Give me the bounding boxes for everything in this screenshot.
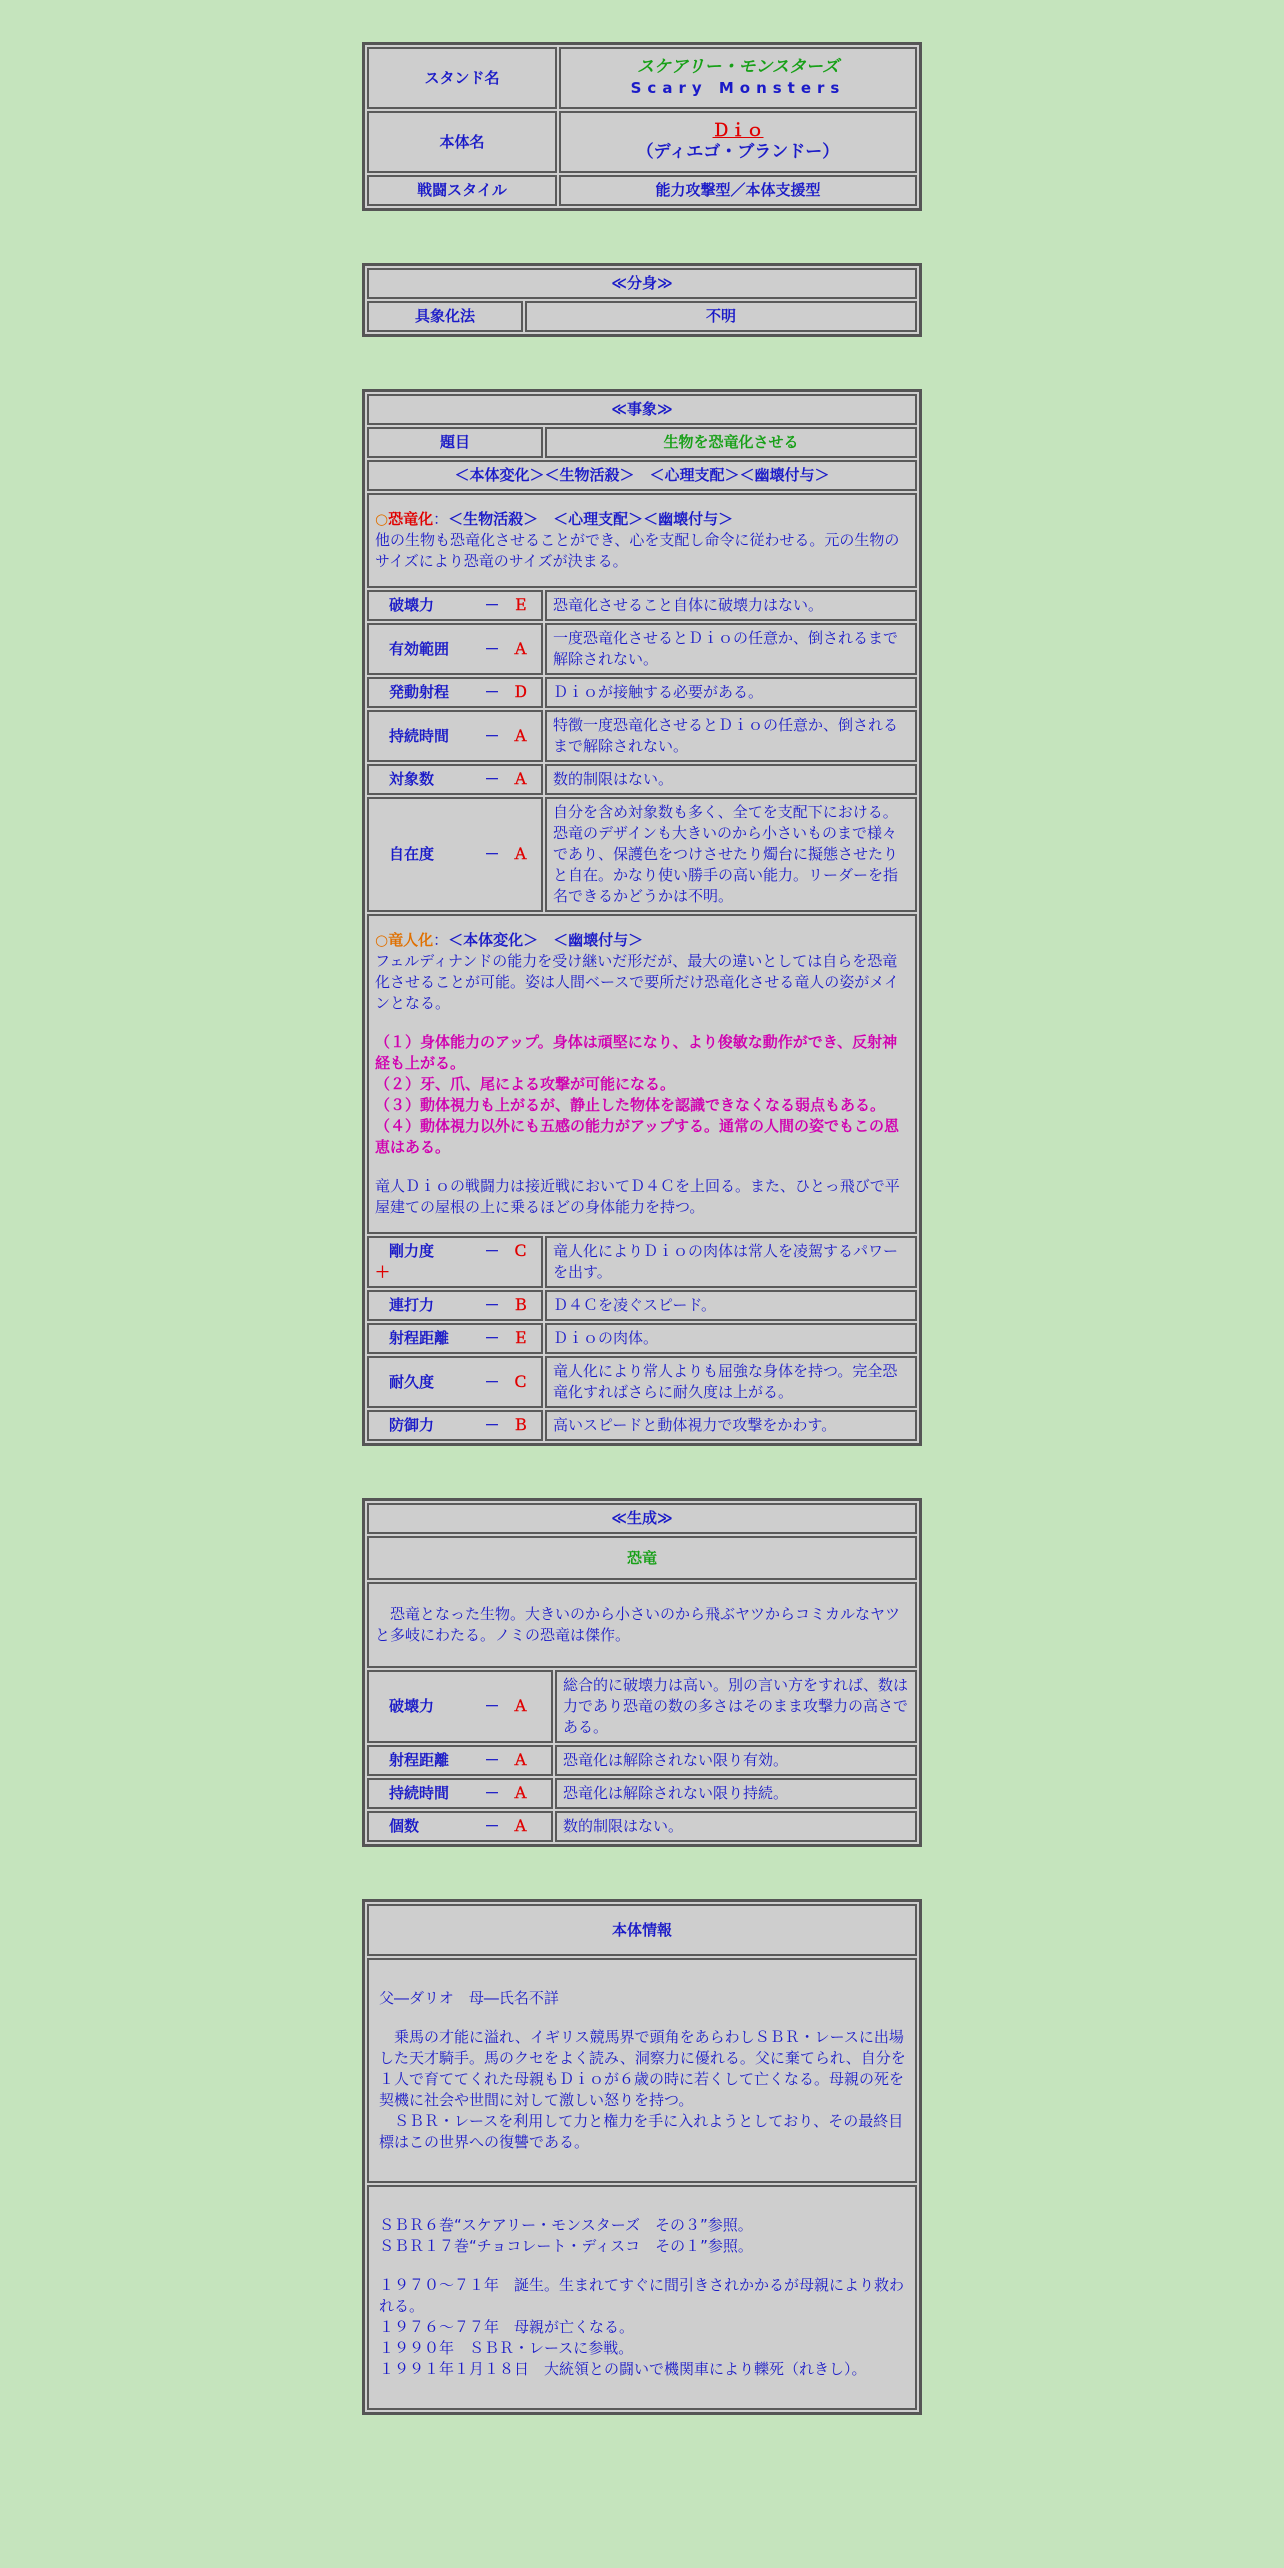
kyoryuka-mark: ○: [375, 510, 389, 528]
ryujinka-point-3: （３）動体視力も上がるが、静止した物体を認識できなくなる弱点もある。: [375, 1096, 886, 1114]
param-desc: 竜人化により常人よりも屈強な身体を持つ。完全恐竜化すればさらに耐久度は上がる。: [545, 1356, 917, 1408]
param-desc: Ｄｉｏの肉体。: [545, 1323, 917, 1354]
param-desc: Ｄ４Ｃを凌ぐスピード。: [545, 1290, 917, 1321]
param-row: [367, 710, 917, 762]
param-row: [367, 797, 917, 912]
kyoryuka-params: [367, 590, 917, 912]
stand-name-en: Scary Monsters: [630, 79, 846, 97]
bunshin-table: [362, 263, 922, 337]
param-rating: [367, 797, 543, 912]
stand-name-cell: [559, 47, 917, 109]
param-rating: [367, 1670, 553, 1743]
param-rating: [367, 590, 543, 621]
param-rank-extra: ＋: [375, 1263, 391, 1281]
param-row: [367, 1290, 917, 1321]
param-dash: －: [484, 596, 500, 614]
param-desc: 数的制限はない。: [545, 764, 917, 795]
param-row: [367, 623, 917, 675]
param-name: 連打力: [389, 1296, 435, 1314]
param-rank: Ａ: [513, 1784, 529, 1802]
param-row: [367, 1778, 917, 1809]
ryujinka-desc: フェルディナンドの能力を受け継いだ形だが、最大の違いとしては自らを恐竜化させることが可能。姿は人間ベースで要所だけ恐竜化させる竜人の姿がメインとなる。: [375, 952, 899, 1012]
param-dash: －: [484, 1751, 500, 1769]
info-ref-1: ＳＢＲ６巻“スケアリー・モンスターズ その３”参照。: [379, 2216, 753, 2234]
style-value: 能力攻撃型／本体支援型: [559, 175, 917, 206]
info-parents: 父―ダリオ 母―氏名不詳: [379, 1989, 559, 2007]
param-rating: [367, 1778, 553, 1809]
style-label: 戦闘スタイル: [367, 175, 557, 206]
param-rating: [367, 764, 543, 795]
ryujinka-point-2: （２）牙、爪、尾による攻撃が可能になる。: [375, 1075, 676, 1093]
param-desc: 恐竜化させること自体に破壊力はない。: [545, 590, 917, 621]
param-name: 射程距離: [389, 1751, 450, 1769]
param-name: 個数: [389, 1817, 420, 1835]
theme-row: [367, 427, 917, 458]
style-row: [367, 175, 917, 206]
param-row: [367, 764, 917, 795]
kyoryuka-tags: ＜生物活殺＞ ＜心理支配＞＜幽壊付与＞: [448, 510, 734, 528]
param-dash: －: [484, 1784, 500, 1802]
param-rank: Ｄ: [513, 683, 529, 701]
param-row: [367, 1410, 917, 1441]
ryujinka-point-1: （１）身体能力のアップ。身体は頑堅になり、より俊敏な動作ができ、反射神経も上がる。: [375, 1033, 898, 1072]
kyoryuka-colon: ：: [433, 510, 449, 528]
param-desc: 数的制限はない。: [555, 1811, 917, 1842]
param-rank: Ａ: [513, 1751, 529, 1769]
param-dash: －: [484, 1329, 500, 1347]
user-row: [367, 111, 917, 173]
param-name: 射程距離: [389, 1329, 450, 1347]
param-name: 破壊力: [389, 596, 435, 614]
param-name: 剛力度: [389, 1242, 435, 1260]
param-desc: 恐竜化は解除されない限り持続。: [555, 1778, 917, 1809]
param-desc: 自分を含め対象数も多く、全てを支配下における。恐竜のデザインも大きいのから小さいものまで様々であり、保護色をつけさせたり燭台に擬態させたりと自在。かなり使い勝手の高い能力。リーダーを指名できるかどうかは不明。: [545, 797, 917, 912]
param-rating: [367, 1290, 543, 1321]
param-rank: Ｅ: [513, 596, 529, 614]
param-dash: －: [484, 1416, 500, 1434]
param-desc: Ｄｉｏが接触する必要がある。: [545, 677, 917, 708]
info-bio-2: ＳＢＲ・レースを利用して力と権力を手に入れようとしており、その最終目標はこの世界への復讐である。: [379, 2112, 904, 2151]
user-fullname: （ディエゴ・ブランドー）: [636, 142, 840, 162]
param-rank: Ａ: [513, 726, 529, 745]
profile-table: [362, 42, 922, 211]
param-rank: Ｂ: [513, 1296, 529, 1314]
ryujinka-point-4: （４）動体視力以外にも五感の能力がアップする。通常の人間の姿でもこの恩恵はある。: [375, 1117, 899, 1156]
user-name-cell: [559, 111, 917, 173]
seisei-title: ≪生成≫: [367, 1503, 917, 1534]
param-desc: 高いスピードと動体視力で攻撃をかわす。: [545, 1410, 917, 1441]
param-dash: －: [484, 1372, 500, 1391]
method-row: [367, 301, 917, 332]
page-content: [362, 42, 922, 2415]
param-name: 持続時間: [389, 726, 450, 745]
param-row: [367, 677, 917, 708]
param-dash: －: [484, 1296, 500, 1314]
user-label: 本体名: [367, 111, 557, 173]
param-desc: 総合的に破壊力は高い。別の言い方をすれば、数は力であり恐竜の数の多さはそのまま攻撃力の高さである。: [555, 1670, 917, 1743]
ryujinka-tags: ＜本体変化＞ ＜幽壊付与＞: [448, 931, 644, 949]
timeline-item-1: １９７０～７１年 誕生。生まれてすぐに間引きされかかるが母親により救われる。: [379, 2276, 905, 2315]
param-desc: 特徴一度恐竜化させるとＤｉｏの任意か、倒されるまで解除されない。: [545, 710, 917, 762]
param-rank: Ａ: [513, 1817, 529, 1835]
ryujinka-params: [367, 1236, 917, 1441]
info-timeline-section: [367, 2185, 917, 2410]
ryujinka-mark: ○: [375, 931, 389, 949]
param-desc: 竜人化によりＤｉｏの肉体は常人を凌駕するパワーを出す。: [545, 1236, 917, 1288]
param-rank: Ａ: [513, 639, 529, 658]
param-rating: [367, 1323, 543, 1354]
jisho-tags: ＜本体変化＞＜生物活殺＞ ＜心理支配＞＜幽壊付与＞: [367, 460, 917, 491]
info-ref-2: ＳＢＲ１７巻“チョコレート・ディスコ その１”参照。: [379, 2237, 753, 2255]
method-label: 具象化法: [367, 301, 523, 332]
stand-label: スタンド名: [367, 47, 557, 109]
param-dash: －: [484, 770, 500, 788]
param-row: [367, 1236, 917, 1288]
ryujinka-name: 竜人化: [388, 931, 434, 949]
theme-label: 題目: [367, 427, 543, 458]
param-name: 耐久度: [389, 1372, 435, 1391]
timeline-item-2: １９７６～７７年 母親が亡くなる。: [379, 2318, 635, 2336]
param-rank: Ｂ: [513, 1416, 529, 1434]
ryujinka-note: 竜人Ｄｉｏの戦闘力は接近戦においてＤ４Ｃを上回る。また、ひとっ飛びで平屋建ての屋根の上に乗るほどの身体能力を持つ。: [375, 1177, 900, 1216]
param-rank: Ｅ: [513, 1329, 529, 1347]
param-rating: [367, 1410, 543, 1441]
param-rating: [367, 1745, 553, 1776]
kyoryuka-name: 恐竜化: [388, 510, 434, 528]
param-dash: －: [484, 845, 500, 863]
user-name: Ｄｉｏ: [712, 121, 764, 141]
param-row: [367, 1745, 917, 1776]
info-bio-section: [367, 1958, 917, 2183]
param-rating: [367, 710, 543, 762]
info-table: [362, 1899, 922, 2415]
kyoryuka-desc: 他の生物も恐竜化させることができ、心を支配し命令に従わせる。元の生物のサイズにより恐竜のサイズが決まる。: [375, 531, 900, 570]
param-rank: Ａ: [513, 845, 529, 863]
bunshin-title: ≪分身≫: [367, 268, 917, 299]
param-rank: Ａ: [513, 1697, 529, 1715]
param-rank: Ｃ: [513, 1372, 529, 1391]
kyoryuka-section: [367, 493, 917, 588]
param-row: [367, 1356, 917, 1408]
param-row: [367, 1811, 917, 1842]
param-rank: Ｃ: [513, 1242, 529, 1260]
seisei-params: [367, 1670, 917, 1842]
stand-name-jp: スケアリー・モンスターズ: [637, 57, 839, 77]
param-dash: －: [484, 683, 500, 701]
jisho-title: ≪事象≫: [367, 394, 917, 425]
param-dash: －: [484, 639, 500, 658]
info-bio-1: 乗馬の才能に溢れ、イギリス競馬界で頭角をあらわしＳＢＲ・レースに出場した天才騎手。馬のクセをよく読み、洞察力に優れる。父に棄てられ、自分を１人で育ててくれた母親もＤｉｏが６歳の時に若くして亡くなる。母親の死を契機に社会や世間に対して激しい怒りを持つ。: [379, 2028, 906, 2109]
seisei-table: [362, 1498, 922, 1847]
param-name: 防御力: [389, 1416, 435, 1434]
param-rating: [367, 623, 543, 675]
param-name: 自在度: [389, 845, 435, 863]
param-dash: －: [484, 726, 500, 745]
timeline-item-3: １９９０年 ＳＢＲ・レースに参戦。: [379, 2339, 634, 2357]
seisei-name: 恐竜: [367, 1536, 917, 1580]
param-dash: －: [484, 1242, 500, 1260]
param-rating: [367, 1356, 543, 1408]
param-desc: 一度恐竜化させるとＤｉｏの任意か、倒されるまで解除されない。: [545, 623, 917, 675]
param-dash: －: [484, 1817, 500, 1835]
param-name: 破壊力: [389, 1697, 435, 1715]
param-name: 発動射程: [389, 683, 450, 701]
ryujinka-colon: ：: [433, 931, 449, 949]
method-value: 不明: [525, 301, 917, 332]
param-rating: [367, 1811, 553, 1842]
param-rating: [367, 677, 543, 708]
param-row: [367, 1323, 917, 1354]
theme-value: 生物を恐竜化させる: [545, 427, 917, 458]
ryujinka-section: [367, 914, 917, 1234]
seisei-desc: 恐竜となった生物。大きいのから小さいのから飛ぶヤツからコミカルなヤツと多岐にわたる。ノミの恐竜は傑作。: [367, 1582, 917, 1668]
param-rank: Ａ: [513, 770, 529, 788]
jisho-table: [362, 389, 922, 1446]
param-desc: 恐竜化は解除されない限り有効。: [555, 1745, 917, 1776]
param-rating: [367, 1236, 543, 1288]
param-name: 対象数: [389, 770, 435, 788]
param-row: [367, 590, 917, 621]
param-dash: －: [484, 1697, 500, 1715]
param-row: [367, 1670, 917, 1743]
param-name: 有効範囲: [389, 639, 450, 658]
info-title: 本体情報: [367, 1904, 917, 1956]
stand-row: [367, 47, 917, 109]
param-name: 持続時間: [389, 1784, 450, 1802]
timeline-item-4: １９９１年１月１８日 大統領との闘いで機関車により轢死（れきし）。: [379, 2360, 867, 2378]
